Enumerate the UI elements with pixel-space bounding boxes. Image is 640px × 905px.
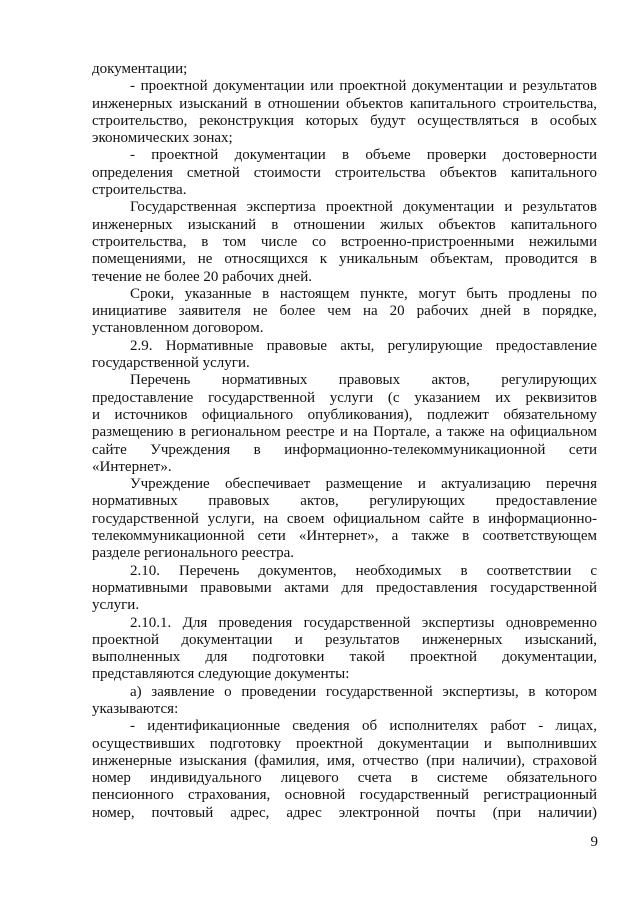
text-line: представляются следующие документы: bbox=[92, 666, 350, 683]
list-item-special-economic-zones bbox=[92, 78, 597, 147]
text-line: услуги. bbox=[92, 597, 140, 614]
text-line: 2.9. Нормативные правовые акты, регулирующие предоставление bbox=[130, 337, 597, 354]
text-line: инженерных изысканий в отношении объектов капитального строительства, bbox=[92, 95, 597, 112]
text-line: строительства, в том числе со встроенно-пристроенными нежилыми bbox=[92, 233, 597, 250]
text-line: проектной документации и результатов инженерных изысканий, bbox=[92, 631, 597, 648]
text-line: номер, почтовый адрес, адрес электронной почты (при наличии) bbox=[92, 804, 597, 821]
text-line: помещениями, не относящихся к уникальным объектам, проводится в bbox=[92, 251, 597, 268]
page-number: 9 bbox=[590, 834, 598, 850]
text-line: экономических зонах; bbox=[92, 130, 233, 147]
text-line: государственной услуги, на своем официальном сайте в информационно- bbox=[92, 510, 597, 527]
text-line: инженерные изыскания (фамилия, имя, отчество (при наличии), страховой bbox=[92, 752, 597, 769]
text-line: пенсионного страхования, основной государственный регистрационный bbox=[92, 787, 597, 804]
paragraph-legal-acts-list bbox=[92, 372, 597, 476]
text-line: выполненных для подготовки такой проектной документации, bbox=[92, 649, 597, 666]
text-line: установленном договором. bbox=[92, 320, 264, 337]
text-line: разделе регионального реестра. bbox=[92, 545, 295, 562]
text-line: 2.10. Перечень документов, необходимых в соответствии с bbox=[130, 562, 597, 579]
text-line: документации; bbox=[92, 61, 188, 77]
text-line: определения сметной стоимости строительства объектов капитального bbox=[92, 164, 597, 181]
text-line: - проектной документации или проектной документации и результатов bbox=[130, 78, 597, 95]
paragraph-legal-acts-publication bbox=[92, 476, 597, 562]
text-line: Перечень нормативных правовых актов, регулирующих bbox=[130, 372, 597, 389]
text-line: Сроки, указанные в настоящем пункте, могут быть продлены по bbox=[130, 285, 597, 302]
paragraph-continuation bbox=[92, 61, 597, 78]
text-line: Государственная экспертиза проектной документации и результатов bbox=[130, 199, 597, 216]
paragraph-term-extension bbox=[92, 286, 597, 338]
body-text bbox=[92, 61, 597, 822]
clause-2-10-1 bbox=[92, 615, 597, 684]
text-line: - проектной документации в объеме проверки достоверности bbox=[130, 147, 597, 164]
list-item-estimate-verification bbox=[92, 147, 597, 199]
text-line: сайте Учреждения в информационно-телекоммуникационной сети bbox=[92, 441, 597, 458]
text-line: государственной услуги. bbox=[92, 355, 250, 372]
text-line: Учреждение обеспечивает размещение и актуализацию перечня bbox=[130, 476, 597, 493]
text-line: предоставление государственной услуги (с указанием их реквизитов bbox=[92, 389, 597, 406]
clause-2-10-heading bbox=[92, 563, 597, 615]
text-line: инициативе заявителя не более чем на 20 рабочих дней в порядке, bbox=[92, 303, 597, 320]
paragraph-residential-review-term bbox=[92, 199, 597, 285]
text-line: 2.10.1. Для проведения государственной экспертизы одновременно bbox=[130, 614, 597, 631]
list-item-contractor-details bbox=[92, 718, 597, 822]
text-line: течение не более 20 рабочих дней. bbox=[92, 268, 312, 285]
text-line: строительство, реконструкция которых будут осуществляться в особых bbox=[92, 112, 597, 129]
text-line: нормативных правовых актов, регулирующих предоставление bbox=[92, 493, 597, 510]
text-line: номер индивидуального лицевого счета в системе обязательного bbox=[92, 770, 597, 787]
item-a-application bbox=[92, 684, 597, 719]
text-line: инженерных изысканий в отношении жилых объектов капитального bbox=[92, 216, 597, 233]
text-line: строительства. bbox=[92, 182, 187, 199]
text-line: - идентификационные сведения об исполнителях работ - лицах, bbox=[130, 718, 597, 735]
text-line: указываются: bbox=[92, 700, 179, 717]
text-line: размещению в региональном реестре и на Портале, а также на официальном bbox=[92, 424, 597, 441]
text-line: и источников официального опубликования), подлежит обязательному bbox=[92, 406, 597, 423]
clause-2-9-heading bbox=[92, 338, 597, 373]
text-line: телекоммуникационной сети «Интернет», а также в соответствующем bbox=[92, 528, 597, 545]
text-line: «Интернет». bbox=[92, 458, 172, 475]
text-line: а) заявление о проведении государственной экспертизы, в котором bbox=[130, 683, 597, 700]
text-line: нормативными правовыми актами для предоставления государственной bbox=[92, 579, 597, 596]
text-line: осуществивших подготовку проектной документации и выполнивших bbox=[92, 735, 597, 752]
